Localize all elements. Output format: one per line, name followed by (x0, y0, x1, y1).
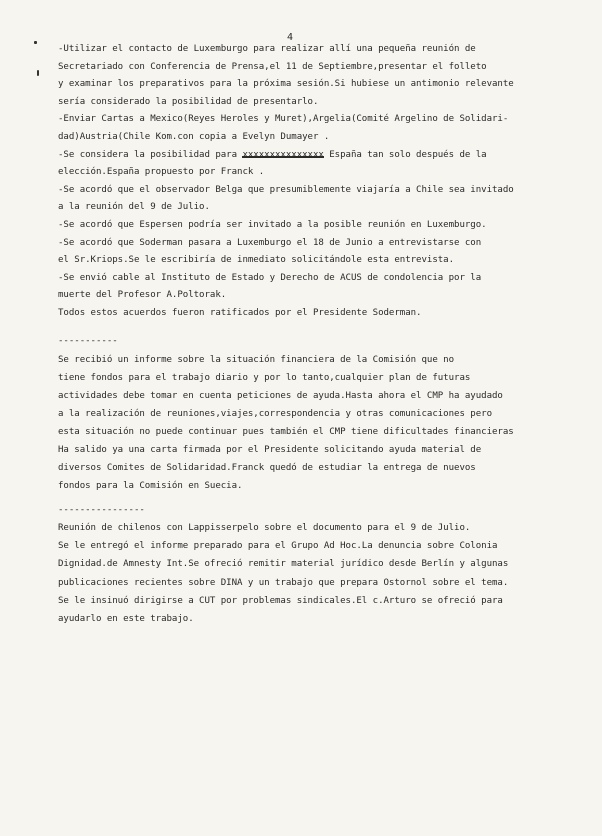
text-line: tiene fondos para el trabajo diario y por lo tanto,cualquier plan de futuras (58, 373, 471, 383)
text-line: -Se acordó que Soderman pasara a Luxemburgo el 18 de Junio a entrevistarse con (58, 237, 482, 248)
text-line: el Sr.Kriops.Se le escribiría de inmediato solicitándole esta entrevista. (58, 255, 455, 266)
text-line: a la reunión del 9 de Julio. (58, 202, 210, 213)
text-line: -Utilizar el contacto de Luxemburgo para realizar allí una pequeña reunión de (58, 44, 476, 54)
page-number: 4 (287, 32, 294, 43)
text-line: Se le entregó el informe preparado para el Grupo Ad Hoc.La denuncia sobre Colonia (58, 541, 498, 552)
text-line: actividades debe tomar en cuenta peticiones de ayuda.Hasta ahora el CMP ha ayudado (58, 391, 503, 401)
text-line: sería considerado la posibilidad de presentarlo. (58, 96, 319, 107)
text-line: Se recibió un informe sobre la situación financiera de la Comisión que no (58, 355, 455, 365)
text-line: dad)Austria(Chile Kom.con copia a Evelyn Dumayer . (58, 132, 330, 142)
text-line: publicaciones recientes sobre DINA y un trabajo que prepara Ostornol sobre el tema. (58, 577, 509, 588)
section-divider: ----------- (58, 336, 118, 346)
text-line: ayudarlo en este trabajo. (58, 614, 194, 624)
struck-out-text: xxxxxxxxxxxxxxx (242, 148, 323, 164)
text-line: esta situación no puede continuar pues también el CMP tiene dificultades financieras (58, 427, 514, 437)
text-line: muerte del Profesor A.Poltorak. (58, 290, 227, 301)
text-line: Dignidad.de Amnesty Int.Se ofreció remitir material jurídico desde Berlín y algunas (58, 559, 509, 570)
text-line: Reunión de chilenos con Lappisserpelo sobre el documento para el 9 de Julio. (58, 523, 471, 533)
text-line: -Se acordó que Espersen podría ser invitado a la posible reunión en Luxemburgo. (58, 220, 487, 230)
text-line: -Se acordó que el observador Belga que presumiblemente viajaría a Chile sea invitado (58, 184, 514, 195)
text-line: y examinar los preparativos para la próxima sesión.Si hubiese un antimonio relevante (58, 79, 514, 90)
text-line: Ha salido ya una carta firmada por el Presidente solicitando ayuda material de (58, 445, 482, 455)
text-line: fondos para la Comisión en Suecia. (58, 481, 243, 491)
text-line: Se le insinuó dirigirse a CUT por problemas sindicales.El c.Arturo se ofreció para (58, 595, 503, 606)
margin-mark (37, 70, 39, 76)
text-line: Secretariado con Conferencia de Prensa,el 11 de Septiembre,presentar el folleto (58, 61, 487, 72)
text-line: -Enviar Cartas a Mexico(Reyes Heroles y Muret),Argelia(Comité Argelino de Solidari- (58, 114, 509, 125)
margin-mark (34, 41, 37, 44)
text-line: elección.España propuesto por Franck . (58, 167, 265, 178)
text-line: -Se considera la posibilidad para xxxxxxxxxxxxxxx España tan solo después de la (58, 148, 487, 164)
text-line: a la realización de reuniones,viajes,correspondencia y otras comunicaciones pero (58, 409, 492, 419)
section-divider: ---------------- (58, 505, 145, 515)
text-line: Todos estos acuerdos fueron ratificados por el Presidente Soderman. (58, 308, 422, 318)
text-line: -Se envió cable al Instituto de Estado y Derecho de ACUS de condolencia por la (58, 272, 482, 283)
text-line: diversos Comites de Solidaridad.Franck quedó de estudiar la entrega de nuevos (58, 463, 476, 473)
